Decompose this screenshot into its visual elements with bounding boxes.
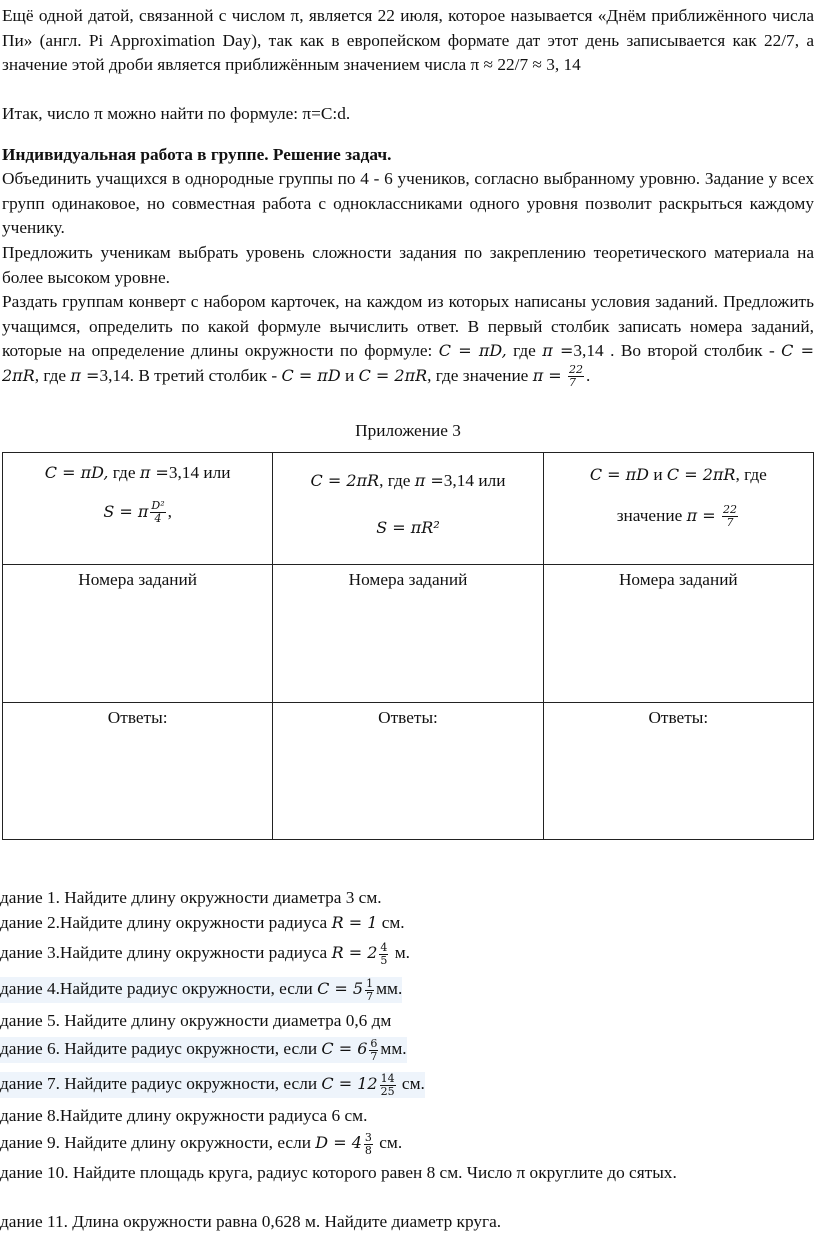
formula-c-pi-d-2: C = πD <box>281 365 341 385</box>
task-11: дание 11. Длина окружности равна 0,628 м. Найдите диаметр круга. <box>0 1212 502 1231</box>
header-cell-2 <box>273 453 543 565</box>
pi-symbol-2: π = <box>70 365 100 385</box>
where-text: , где <box>735 465 767 484</box>
cards-text-e: 3,14. В третий столбик - <box>99 365 278 385</box>
level-paragraph: Предложить ученикам выбрать уровень сложности задания по закреплению теоретического материала на более высоком уровне. <box>2 243 814 287</box>
task-3: дание 3.Найдите длину окружности радиуса R = 2 $\frac{4}{5}$ м. <box>0 940 410 967</box>
task-9: дание 9. Найдите длину окружности, если D = 4 $\frac{3}{8}$ см. <box>0 1130 403 1157</box>
pi-symbol: π = <box>139 463 169 482</box>
cards-paragraph: Раздать группам конверт с набором карточек, на каждом из которых написаны условия заданий. Предложить учащимся, определить по какой формуле вычислить ответ. В первый столбик записать номера заданий, которые на определение длины окружности по формуле: C = πD, где π =3,14 . Во второй столбик - C = 2πR, где π =3,14. В третий столбик - C = πD и C = 2πR, где значение π = $\frac{22}{7}$ . <box>2 292 814 390</box>
fraction-22-7: $\frac{22}{7}$ <box>722 503 737 530</box>
formula-c-2pi-r-2: C = 2πR <box>358 365 428 385</box>
formula-1: C = πD <box>589 465 649 484</box>
header-cell-1: C = πD, где π =3,14 или S = π $\frac{\text{D²}}{4}$ , <box>3 453 273 565</box>
value-text: 3,14 или <box>443 471 506 490</box>
header-cell-3 <box>543 453 813 565</box>
where-text: , где <box>379 471 411 490</box>
formula-2: C = 2πR <box>666 465 736 484</box>
cards-text-b: где <box>513 341 536 361</box>
appendix-title: Приложение 3 <box>355 421 461 440</box>
fraction-d2-4: $\frac{\text{D²}}{4}$ <box>151 499 165 526</box>
intro-paragraph: Ещё одной датой, связанной с числом π, является 22 июля, которое называется «Днём приближённого числа Пи» (англ. Pi Approximation Day), так как в европейском формате дат этот день записывается как 22/7, а значение этой дроби является приближённым значением числа π ≈ 22/7 ≈ 3, 14 <box>2 6 814 75</box>
section-heading: Индивидуальная работа в группе. Решение задач. <box>2 145 392 164</box>
numbers-cell-1: Номера заданий <box>3 565 273 703</box>
task-8: дание 8.Найдите длину окружности радиуса 6 см. <box>0 1106 368 1125</box>
formula-c-2pi-r: C = 2πR <box>2 341 814 385</box>
task-7: дание 7. Найдите радиус окружности, если C = 12 $\frac{14}{25}$ см. <box>0 1071 425 1098</box>
and-text: и <box>653 465 663 484</box>
answers-cell-1: Ответы: <box>3 703 273 840</box>
where-text: где <box>112 463 136 482</box>
cards-text-c: 3,14 . Во второй столбик - <box>573 341 775 361</box>
answers-cell-2: Ответы: <box>273 703 543 840</box>
numbers-cell-3: Номера заданий <box>543 565 813 703</box>
cards-text-a: Раздать группам конверт с набором карточек, на каждом из которых написаны условия заданий. Предложить учащимся, определить по какой формуле вычислить ответ. В первый столбик записать номера заданий, которые на определение длины окружности по формуле: <box>2 292 814 361</box>
task-4: дание 4.Найдите радиус окружности, если C = 5 $\frac{1}{7}$ мм. <box>0 976 403 1003</box>
cards-text-g: , где значение <box>427 365 529 385</box>
numbers-cell-2: Номера заданий <box>273 565 543 703</box>
task-2: дание 2.Найдите длину окружности радиуса R = 1 см. <box>0 913 405 932</box>
grouping-paragraph: Объединить учащихся в однородные группы по 4 - 6 учеников, согласно выбранному уровню. Задание у всех групп одинаковое, но совместная работа с одноклассниками одного уровня позволит раскрыться каждому ученику. <box>2 169 814 238</box>
task-10: дание 10. Найдите площадь круга, радиус которого равен 8 см. Число π округлите до сятых. <box>0 1163 677 1182</box>
fraction-22-7: $\frac{22}{7}$ <box>569 363 584 390</box>
pi-symbol: π = <box>686 505 716 525</box>
pi-symbol-3: π = <box>532 365 562 385</box>
value-text: значение <box>616 505 683 525</box>
area-formula: S = πR² <box>376 517 440 537</box>
value-text: 3,14 или <box>168 463 231 482</box>
table-row <box>3 453 814 565</box>
answers-cell-3: Ответы: <box>543 703 813 840</box>
table-row <box>3 565 814 703</box>
task-1: дание 1. Найдите длину окружности диаметра 3 см. <box>0 888 382 907</box>
cards-text-d: , где <box>34 365 67 385</box>
task-5: дание 5. Найдите длину окружности диаметра 0,6 дм <box>0 1011 392 1030</box>
appendix-table <box>2 452 814 840</box>
formula: C = 2πR <box>310 471 380 490</box>
pi-formula-line: Итак, число π можно найти по формуле: π=C:d. <box>2 104 351 123</box>
pi-symbol: π = <box>414 471 444 490</box>
area-formula: S = π <box>103 501 149 521</box>
formula: C = πD, <box>44 463 109 482</box>
table-row <box>3 703 814 840</box>
pi-symbol: π = <box>542 341 574 361</box>
cards-text-and: и <box>344 365 355 385</box>
task-6: дание 6. Найдите радиус окружности, если C = 6 $\frac{6}{7}$ мм. <box>0 1036 407 1063</box>
formula-c-pi-d: C = πD, <box>438 341 507 361</box>
